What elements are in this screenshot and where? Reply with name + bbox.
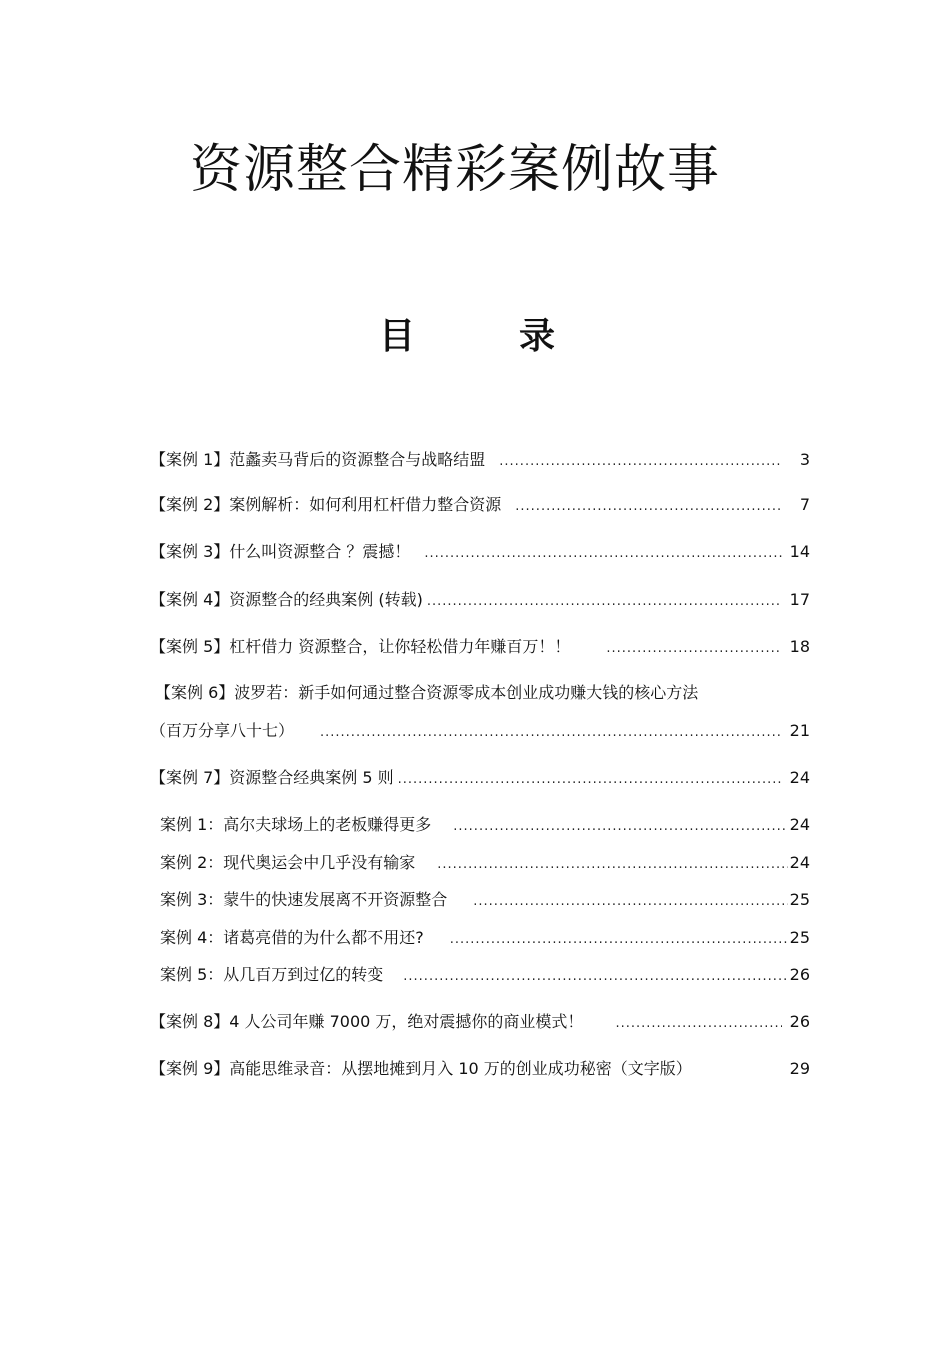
- toc-entry-page: 21: [789, 721, 810, 740]
- toc-subentry-page: 24: [789, 853, 810, 872]
- toc-entry-page: 14: [789, 542, 810, 561]
- toc-entry-page: 24: [789, 768, 810, 787]
- toc-subentry-label: 案例 5：从几百万到过亿的转变: [160, 965, 384, 984]
- toc-subentry[interactable]: [160, 888, 810, 912]
- dot-leader: [437, 853, 788, 877]
- document-title: 资源整合精彩案例故事: [189, 140, 720, 200]
- toc-entry-label: 【案例 2】案例解析：如何利用杠杆借力整合资源: [150, 495, 502, 514]
- toc-subentry[interactable]: [160, 926, 810, 950]
- toc-entry-label: 【案例 6】波罗若：新手如何通过整合资源零成本创业成功赚大钱的核心方法: [155, 683, 699, 702]
- dot-leader: [450, 928, 788, 952]
- dot-leader: [424, 542, 782, 566]
- toc-entry-label: 【案例 1】范蠡卖马背后的资源整合与战略结盟: [150, 450, 486, 469]
- toc-subentry-page: 24: [789, 815, 810, 834]
- dot-leader: [320, 721, 782, 745]
- toc-entry[interactable]: [150, 493, 810, 517]
- toc-entry[interactable]: [150, 635, 810, 659]
- toc-entry-page: 18: [789, 637, 810, 656]
- dot-leader: [615, 1012, 782, 1036]
- dot-leader: [403, 965, 788, 989]
- dot-leader: [427, 590, 782, 614]
- dot-leader: [606, 637, 782, 661]
- dot-leader: [515, 495, 782, 519]
- dot-leader: [453, 815, 788, 839]
- toc-entry-page: 17: [789, 590, 810, 609]
- toc-entry-line2[interactable]: [150, 719, 810, 743]
- toc-entry[interactable]: [150, 588, 810, 612]
- toc-entry-line1[interactable]: [155, 681, 815, 705]
- toc-subentry[interactable]: [160, 963, 810, 987]
- toc-entry[interactable]: [150, 1057, 810, 1081]
- toc-entry-label: 【案例 5】杠杆借力 资源整合，让你轻松借力年赚百万！！: [150, 637, 571, 656]
- toc-entry-label: 【案例 4】资源整合的经典案例 (转载): [150, 590, 423, 609]
- toc-entry-label-continued: （百万分享八十七）: [150, 721, 295, 740]
- toc-entry[interactable]: [150, 766, 810, 790]
- toc-subentry-page: 26: [789, 965, 810, 984]
- dot-leader: [499, 450, 782, 474]
- toc-subentry-label: 案例 1：高尔夫球场上的老板赚得更多: [160, 815, 432, 834]
- toc-subentry-label: 案例 3：蒙牛的快速发展离不开资源整合: [160, 890, 448, 909]
- toc-subentry[interactable]: [160, 851, 810, 875]
- toc-entry[interactable]: [150, 1010, 810, 1034]
- toc-entry-page: 3: [799, 450, 810, 469]
- toc-entry-page: 29: [789, 1059, 810, 1078]
- toc-subentry[interactable]: [160, 813, 810, 837]
- toc-subentry-page: 25: [789, 928, 810, 947]
- toc-subentry-label: 案例 4：诸葛亮借的为什么都不用还?: [160, 928, 424, 947]
- toc-subentry-page: 25: [789, 890, 810, 909]
- toc-entry-label: 【案例 7】资源整合经典案例 5 则: [150, 768, 394, 787]
- toc-entry-label: 【案例 8】4 人公司年赚 7000 万，绝对震撼你的商业模式！: [150, 1012, 584, 1031]
- toc-entry-label: 【案例 9】高能思维录音：从摆地摊到月入 10 万的创业成功秘密（文字版）: [150, 1059, 692, 1078]
- dot-leader: [398, 768, 782, 792]
- dot-leader: [473, 890, 788, 914]
- toc-entry[interactable]: [150, 540, 810, 564]
- toc-entry-page: 26: [789, 1012, 810, 1031]
- toc-heading: 目 录: [378, 315, 589, 357]
- toc-entry-label: 【案例 3】什么叫资源整合 ？震撼！: [150, 542, 411, 561]
- toc-subentry-label: 案例 2：现代奥运会中几乎没有输家: [160, 853, 416, 872]
- toc-entry-page: 7: [799, 495, 810, 514]
- toc-entry[interactable]: [150, 448, 810, 472]
